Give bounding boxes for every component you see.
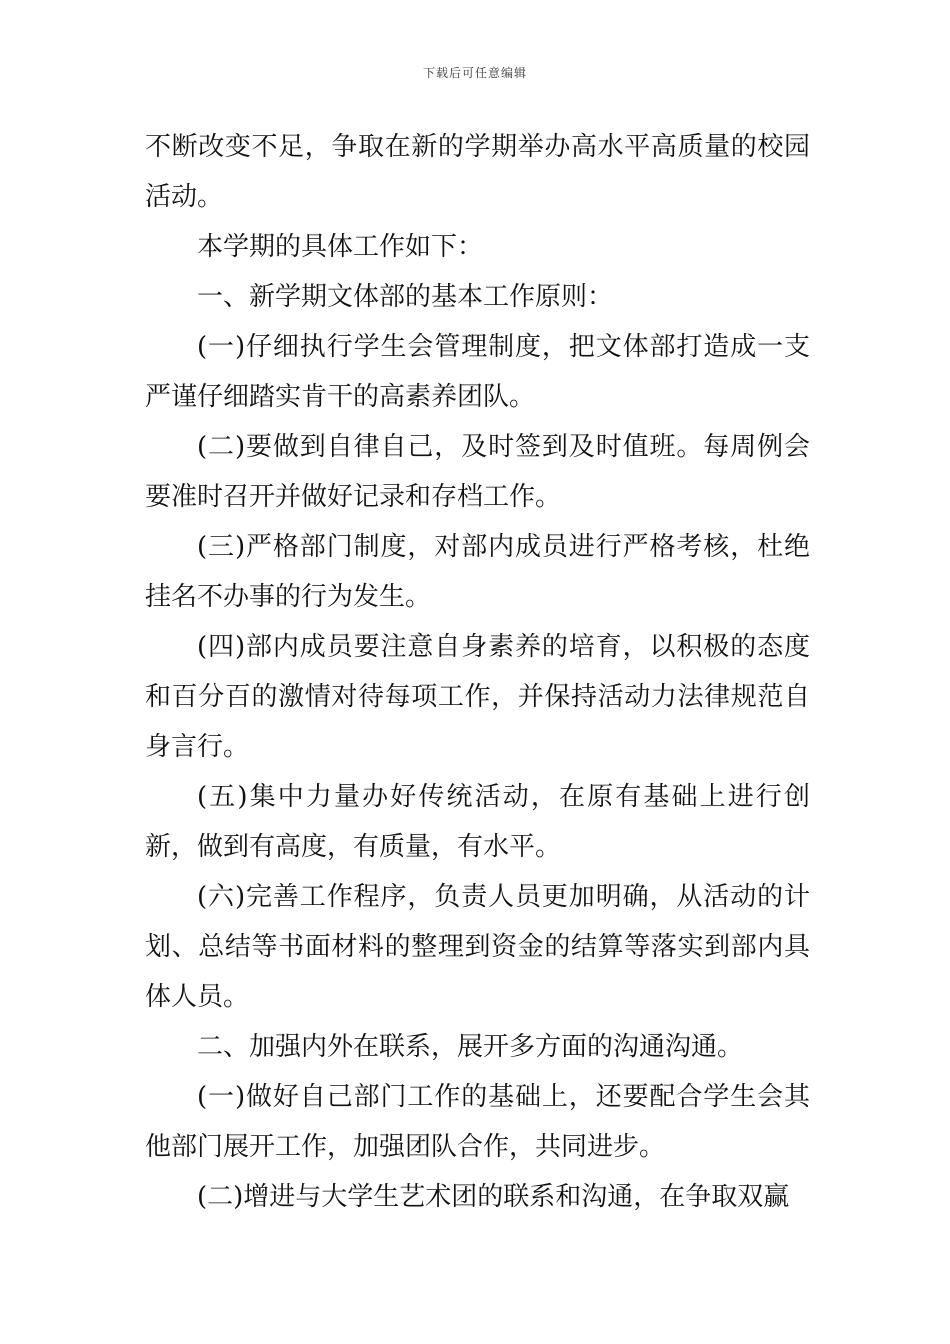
list-item: (六)完善工作程序，负责人员更加明确，从活动的计划、总结等书面材料的整理到资金的结算等落实到部内具体人员。 xyxy=(145,882,810,1012)
list-item: (五)集中力量办好传统活动，在原有基础上进行创新，做到有高度，有质量，有水平。 xyxy=(145,782,810,862)
list-item: (二)增进与大学生艺术团的联系和沟通，在争取双赢 xyxy=(197,1182,790,1212)
paragraph: 本学期的具体工作如下： xyxy=(197,232,484,262)
list-item: (一)仔细执行学生会管理制度，把文体部打造成一支严谨仔细踏实肯干的高素养团队。 xyxy=(145,332,810,412)
list-item: (四)部内成员要注意自身素养的培育，以积极的态度和百分百的激情对待每项工作，并保持活动力法律规范自身言行。 xyxy=(145,632,810,762)
document-body xyxy=(145,122,810,1222)
list-item: (二)要做到自律自己，及时签到及时值班。每周例会要准时召开并做好记录和存档工作。 xyxy=(145,432,810,512)
list-item: (一)做好自己部门工作的基础上，还要配合学生会其他部门展开工作，加强团队合作，共同进步。 xyxy=(145,1082,810,1162)
section-heading: 一、新学期文体部的基本工作原则： xyxy=(197,282,614,312)
paragraph: 不断改变不足，争取在新的学期举办高水平高质量的校园活动。 xyxy=(145,132,810,212)
section-heading: 二、加强内外在联系，展开多方面的沟通沟通。 xyxy=(197,1032,744,1062)
list-item: (三)严格部门制度，对部内成员进行严格考核，杜绝挂名不办事的行为发生。 xyxy=(145,532,810,612)
page-header: 下载后可任意编辑 xyxy=(422,66,527,80)
